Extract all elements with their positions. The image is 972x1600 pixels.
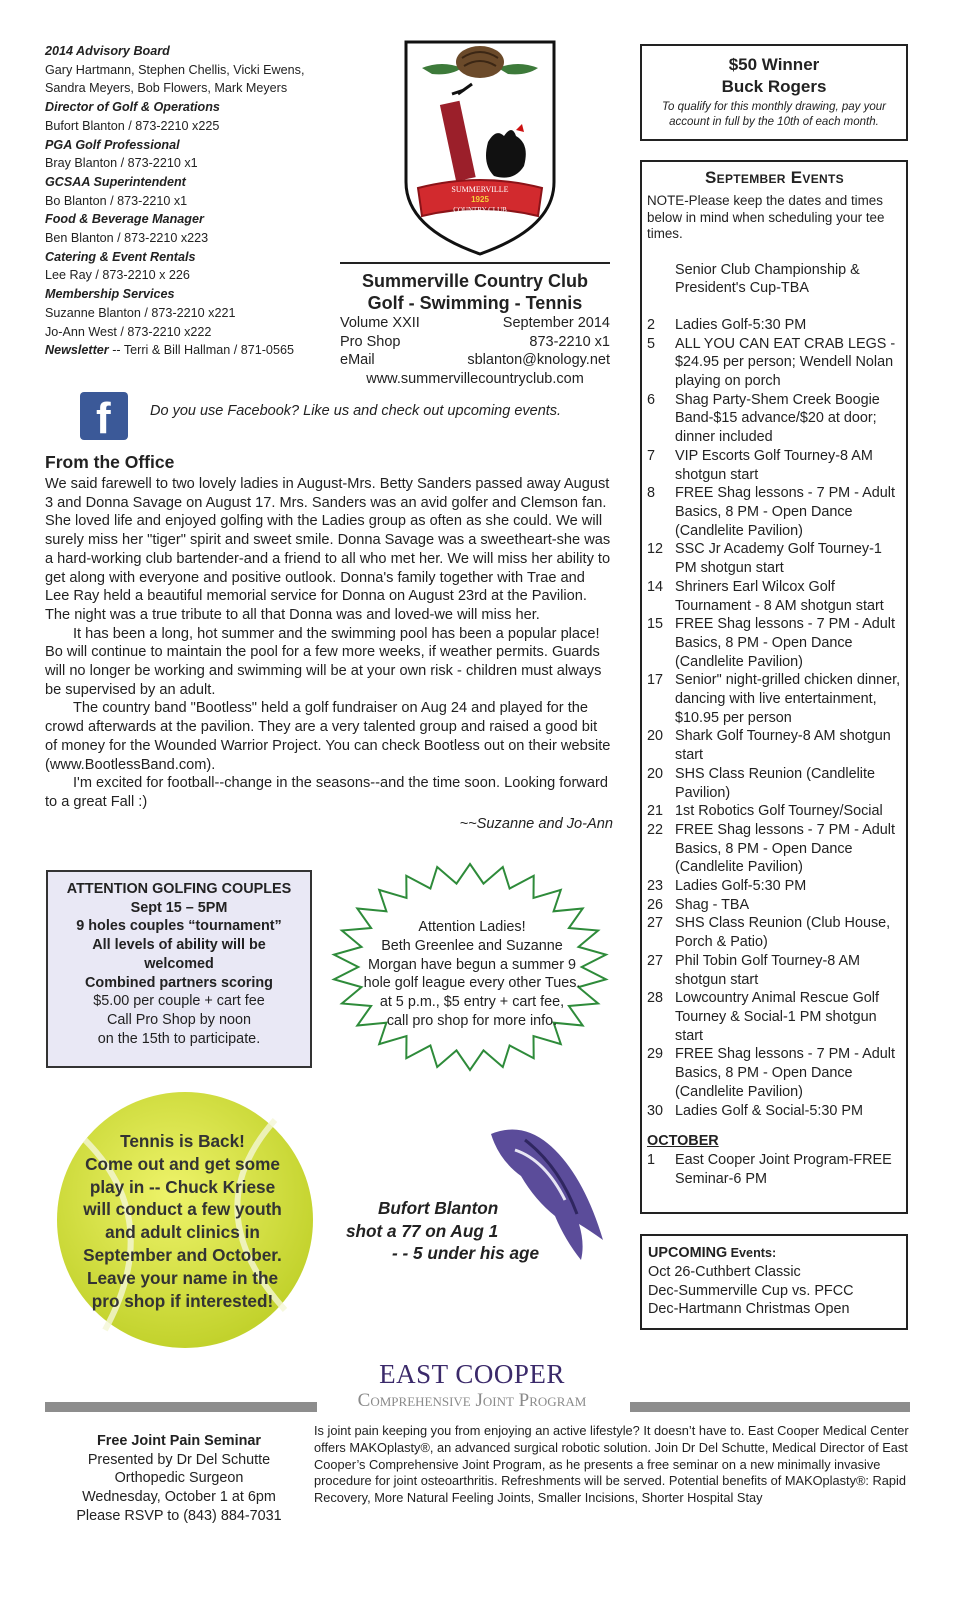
event-day: 12	[647, 541, 664, 558]
event-item	[647, 896, 902, 915]
event-text: Ladies Golf-5:30 PM	[675, 316, 807, 333]
office-paragraph: The country band "Bootless" held a golf fundraiser on Aug 24 and played for the crowd afterwards at the pavilion. They are a very talented group and raised a good bit of money for the Wounded Warrior Project. You can check Bootless out on their website (www.BootlessBand.com).	[45, 700, 611, 773]
event-item	[647, 765, 902, 802]
event-text: SHS Class Reunion (Club House, Porch & Patio)	[675, 915, 891, 951]
event-day: 17	[647, 672, 664, 689]
event-item	[647, 447, 902, 484]
event-text: Ladies Golf-5:30 PM	[675, 878, 807, 895]
event-day: 30	[647, 1102, 664, 1119]
ladies-line: Beth Greenlee and Suzanne	[381, 937, 563, 954]
couples-line: ATTENTION GOLFING COUPLES	[66, 881, 292, 897]
event-text: ALL YOU CAN EAT CRAB LEGS - $24.95 per person; Wendell Nolan playing on porch	[675, 335, 896, 390]
event-text: SSC Jr Academy Golf Tourney-1 PM shotgun start	[675, 541, 882, 577]
event-item	[647, 578, 902, 615]
event-item	[647, 335, 902, 391]
seminar-line: Orthopedic Surgeon	[114, 1470, 244, 1487]
events-note: NOTE-Please keep the dates and times below in mind when scheduling your tee times.	[647, 193, 885, 242]
ladies-league-notice	[358, 918, 586, 1031]
ladies-line: Attention Ladies!	[418, 919, 526, 935]
issue-date: September 2014	[502, 315, 610, 331]
couples-line: All levels of ability will be	[92, 937, 266, 954]
event-item	[647, 1045, 902, 1101]
couples-line: Sept 15 – 5PM	[130, 899, 228, 916]
tennis-line: Leave your name in the	[86, 1267, 279, 1288]
staff-contact: Jo-Ann West / 873-2210 x222	[45, 324, 212, 339]
events-lead: Senior Club Championship & President's Cup-TBA	[675, 261, 860, 297]
couples-line: on the 15th to participate.	[97, 1030, 261, 1047]
east-cooper-logo	[318, 1358, 626, 1418]
event-day: 5	[647, 335, 656, 352]
staff-contact: Ben Blanton / 873-2210 x223	[45, 231, 209, 246]
staff-contact: Lee Ray / 873-2210 x 226	[45, 268, 190, 283]
october-heading: OCTOBER	[647, 1133, 719, 1150]
proshop-row	[340, 333, 610, 352]
crest-year: 1925	[471, 195, 489, 204]
event-item	[647, 1102, 902, 1121]
staff-contact: Bo Blanton / 873-2210 x1	[45, 193, 188, 208]
staff-contact: Bray Blanton / 873-2210 x1	[45, 156, 198, 171]
event-day: 14	[647, 578, 664, 595]
volume-label: Volume XXII	[340, 315, 420, 331]
ladies-line: hole golf league every other Tues.	[363, 975, 581, 992]
upcoming-item: Dec-Hartmann Christmas Open	[648, 1301, 850, 1318]
divider-bar	[45, 1402, 317, 1412]
proshop-phone: 873-2210 x1	[529, 333, 610, 350]
board-title: 2014 Advisory Board	[45, 44, 170, 58]
staff-role: Catering & Event Rentals	[45, 249, 196, 264]
event-item	[647, 615, 902, 671]
proshop-label: Pro Shop	[340, 333, 401, 350]
office-paragraph: We said farewell to two lovely ladies in August-Mrs. Betty Sanders passed away August 3 and Donna Savage on August 17. Mrs. Sanders was an avid golfer and Clemson fan. She loved life and enjoyed golfing with the Ladies group as often as she could. We will surely miss her "tiger" spirit and sweet smile. Donna Savage was a sweetheart-she was a hard-working club bartender-and a friend to all who met her. We will miss her ability to get along with everyone and positive outlook. Donna's family together with Trae and Lee Ray held a beautiful memorial service for Donna on August 23rd at the Pavilion. The night was a true tribute to all that Donna was and loved-we will miss her.	[45, 476, 611, 623]
office-signature: ~~Suzanne and Jo-Ann	[459, 815, 613, 832]
event-text: East Cooper Joint Program-FREE Seminar-6 PM	[675, 1151, 892, 1187]
upcoming-item: Dec-Summerville Cup vs. PFCC	[648, 1282, 854, 1299]
tennis-line: September and October.	[83, 1244, 282, 1265]
event-text: FREE Shag lessons - 7 PM - Adult Basics, 8 PM - Open Dance (Candlelite Pavilion)	[675, 1046, 895, 1100]
event-text: Shag - TBA	[675, 896, 750, 913]
bufort-line: shot a 77 on Aug 1	[346, 1220, 499, 1241]
event-text: Shark Golf Tourney-8 AM shotgun start	[675, 728, 891, 764]
newsletter-role: Newsletter	[45, 343, 109, 358]
event-item	[647, 877, 902, 896]
event-list	[647, 316, 902, 1120]
bufort-line: Bufort Blanton	[378, 1198, 499, 1218]
october-event-list	[647, 1151, 902, 1188]
event-text: FREE Shag lessons - 7 PM - Adult Basics, 8 PM - Open Dance (Candlelite Pavilion)	[675, 821, 895, 876]
bufort-achievement	[346, 1197, 576, 1265]
event-day: 1	[647, 1151, 656, 1168]
facebook-prompt: Do you use Facebook? Like us and check out upcoming events.	[150, 403, 562, 419]
winner-name: Buck Rogers	[721, 77, 827, 96]
east-cooper-subtitle: Comprehensive Joint Program	[357, 1390, 587, 1411]
event-item	[647, 914, 902, 951]
event-text: Senior" night-grilled chicken dinner, dancing with live entertainment, $10.95 per person	[675, 672, 901, 726]
event-text: SHS Class Reunion (Candlelite Pavilion)	[675, 765, 875, 801]
staff-contact: Suzanne Blanton / 873-2210 x221	[45, 305, 236, 320]
tennis-line: Tennis is Back!	[120, 1131, 245, 1151]
office-heading: From the Office	[45, 452, 175, 472]
event-day: 2	[647, 316, 656, 333]
event-item	[647, 671, 902, 727]
email-label: eMail	[340, 352, 375, 368]
event-item	[647, 821, 902, 877]
seminar-info	[45, 1432, 313, 1526]
event-day: 15	[647, 616, 664, 633]
event-day: 21	[647, 803, 664, 820]
newsletter-names: -- Terri & Bill Hallman / 871-0565	[108, 343, 294, 358]
club-name: Summerville Country Club	[361, 271, 589, 291]
masthead-rule	[340, 262, 610, 264]
event-text: Shriners Earl Wilcox Golf Tournament - 8 AM shotgun start	[675, 578, 884, 614]
tennis-line: pro shop if interested!	[91, 1290, 274, 1311]
upcoming-heading: UPCOMING Events:	[648, 1245, 777, 1261]
ladies-line: at 5 p.m., $5 entry + cart fee,	[379, 994, 565, 1011]
event-day: 20	[647, 765, 664, 782]
ladies-line: Morgan have begun a summer 9	[368, 956, 576, 973]
advisory-board	[45, 42, 345, 360]
board-members-line: Sandra Meyers, Bob Flowers, Mark Meyers	[45, 81, 288, 96]
event-day: 28	[647, 990, 664, 1007]
couples-line: welcomed	[144, 955, 214, 972]
golfing-couples-box	[46, 870, 312, 1068]
bufort-line: - - 5 under his age	[392, 1243, 540, 1263]
upcoming-events-box	[640, 1234, 908, 1330]
event-item	[647, 540, 902, 577]
monthly-winner-box	[640, 44, 908, 141]
seminar-title: Free Joint Pain Seminar	[97, 1433, 261, 1449]
event-item	[647, 391, 902, 447]
crest-bottom-text: COUNTRY CLUB	[453, 206, 507, 214]
event-item	[647, 484, 902, 540]
staff-role: Food & Beverage Manager	[45, 212, 204, 227]
event-item	[647, 727, 902, 764]
couples-line: Call Pro Shop by noon	[107, 1011, 251, 1028]
event-text: 1st Robotics Golf Tourney/Social	[675, 803, 883, 820]
event-day: 27	[647, 952, 664, 969]
event-item	[647, 1151, 902, 1188]
seminar-line: Please RSVP to (843) 884-7031	[76, 1507, 282, 1524]
event-day: 26	[647, 896, 664, 913]
club-crest-logo	[392, 32, 568, 258]
upcoming-item: Oct 26-Cuthbert Classic	[648, 1263, 801, 1280]
newsletter-contact	[45, 341, 345, 360]
event-day: 6	[647, 391, 656, 408]
event-day: 23	[647, 878, 664, 895]
tennis-line: and adult clinics in	[105, 1222, 260, 1243]
east-cooper-title: EAST COOPER	[379, 1359, 565, 1389]
event-text: Phil Tobin Golf Tourney-8 AM shotgun start	[675, 952, 861, 988]
event-day: 20	[647, 728, 664, 745]
event-text: VIP Escorts Golf Tourney-8 AM shotgun start	[675, 447, 873, 483]
ladies-line: call pro shop for more info.	[386, 1012, 558, 1029]
events-title: September Events	[705, 168, 844, 187]
seminar-description: Is joint pain keeping you from enjoying an active lifestyle? It doesn’t have to. East Cooper Medical Center offers MAKOplasty®, an advanced surgical robotic solution. Join Dr Del Schutte, Medical Director of East Cooper’s Comprehensive Joint Program, as he presents a free seminar on a new minimally invasive procedure for joint osteoarthritis. Refreshments will be served. Potential benefits of MAKOplasty®: Rapid Recovery, More Natural Feeling Joints, Smaller Incisions, Shorter Hospital Stay	[314, 1423, 909, 1506]
event-item	[647, 802, 902, 821]
tennis-line: Come out and get some	[85, 1153, 280, 1174]
event-text: FREE Shag lessons - 7 PM - Adult Basics, 8 PM - Open Dance (Candlelite Pavilion)	[675, 485, 895, 539]
event-item	[647, 316, 902, 335]
september-events-box	[640, 160, 908, 1214]
email-row	[340, 351, 610, 370]
couples-line: Combined partners scoring	[85, 974, 273, 991]
staff-role: Director of Golf & Operations	[45, 100, 220, 115]
seminar-line: Presented by Dr Del Schutte	[87, 1451, 271, 1468]
board-members-line: Gary Hartmann, Stephen Chellis, Vicki Ewens,	[45, 62, 305, 77]
masthead	[340, 262, 610, 388]
event-day: 8	[647, 485, 656, 502]
divider-bar	[630, 1402, 910, 1412]
facebook-icon[interactable]: f	[80, 392, 128, 440]
event-day: 22	[647, 821, 664, 838]
website-link[interactable]: www.summervillecountryclub.com	[366, 370, 584, 387]
crest-top-text: SUMMERVILLE	[451, 185, 509, 194]
couples-line: $5.00 per couple + cart fee	[93, 993, 265, 1010]
from-the-office-article	[45, 452, 613, 832]
event-item	[647, 952, 902, 989]
event-text: Ladies Golf & Social-5:30 PM	[675, 1102, 863, 1119]
staff-contact: Bufort Blanton / 873-2210 x225	[45, 118, 220, 133]
tennis-line: will conduct a few youth	[83, 1199, 282, 1220]
staff-role: GCSAA Superintendent	[45, 174, 186, 189]
email-address[interactable]: sblanton@knology.net	[467, 352, 610, 368]
office-paragraph: It has been a long, hot summer and the swimming pool has been a popular place! Bo will continue to maintain the pool for a few more weeks, if weather permits. Guards will no longer be working and swimming will be at your own risk - children must always be supervised by an adult.	[45, 625, 602, 698]
tennis-notice	[70, 1130, 295, 1312]
club-activities: Golf - Swimming - Tennis	[367, 293, 583, 313]
staff-role: PGA Golf Professional	[45, 137, 180, 152]
seminar-line: Wednesday, October 1 at 6pm	[82, 1489, 276, 1506]
event-day: 7	[647, 447, 656, 464]
couples-line: 9 holes couples “tournament”	[76, 918, 282, 935]
tennis-line: play in -- Chuck Kriese	[89, 1176, 276, 1197]
event-text: Shag Party-Shem Creek Boogie Band-$15 advance/$20 at door; dinner included	[675, 391, 880, 446]
winner-prize: $50 Winner	[728, 55, 820, 74]
staff-role: Membership Services	[45, 287, 175, 302]
event-text: FREE Shag lessons - 7 PM - Adult Basics, 8 PM - Open Dance (Candlelite Pavilion)	[675, 616, 895, 670]
volume-row	[340, 314, 610, 333]
office-paragraph: I'm excited for football--change in the seasons--and the time soon. Looking forward to a great Fall :)	[45, 775, 608, 810]
event-day: 29	[647, 1046, 664, 1063]
event-day: 27	[647, 915, 664, 932]
event-item	[647, 989, 902, 1045]
event-text: Lowcountry Animal Rescue Golf Tourney & Social-1 PM shotgun start	[675, 990, 879, 1044]
winner-note: To qualify for this monthly drawing, pay your account in full by the 10th of each month.	[662, 101, 886, 128]
